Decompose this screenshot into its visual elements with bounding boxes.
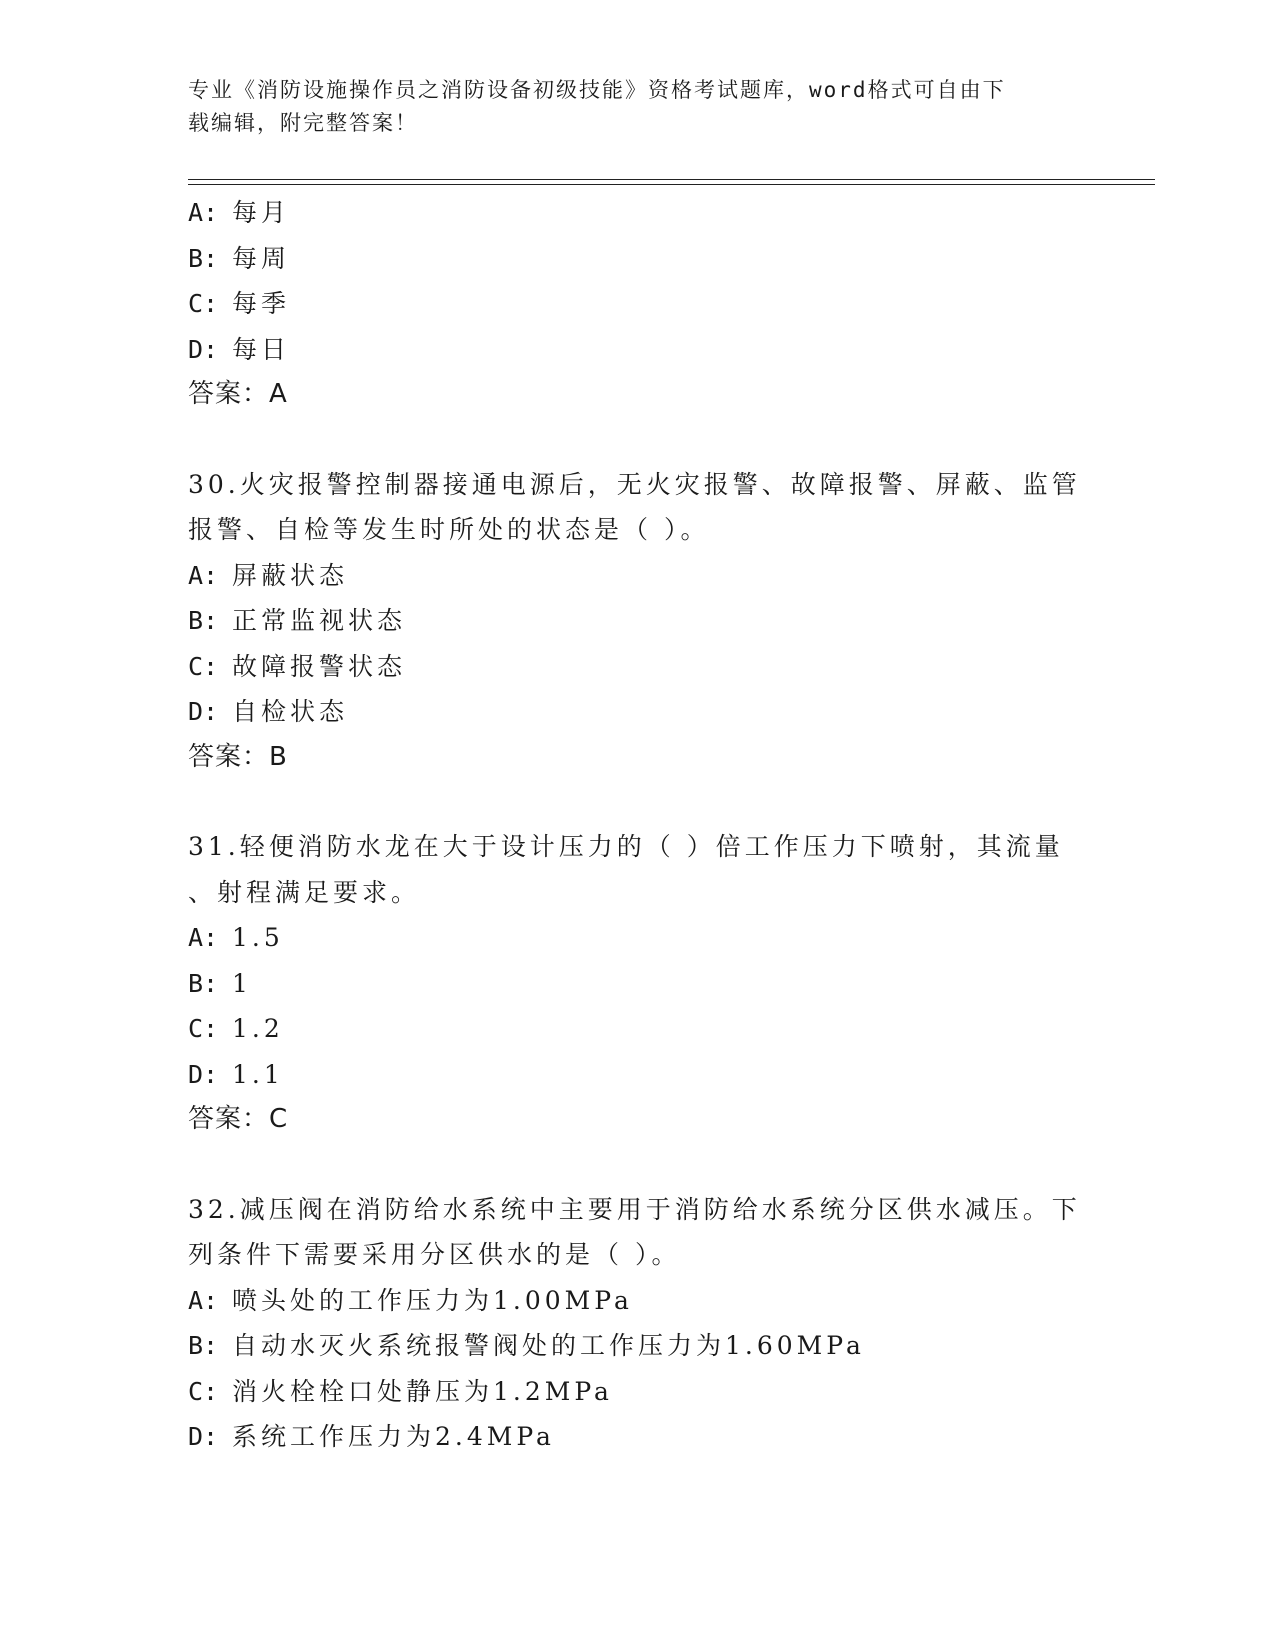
option-text: 1.1 [232,1059,284,1089]
option-text: 1 [232,968,252,998]
option-letter: A: [188,923,219,952]
option-letter: A: [188,1285,219,1315]
option-text: 正常监视状态 [232,606,407,635]
option-text: 故障报警状态 [232,651,407,681]
option-letter: D: [188,697,219,726]
option-b [188,598,1088,644]
spacer [188,1143,1088,1187]
question-32 [188,1187,1088,1460]
option-text: 每日 [232,334,291,364]
header-title-line-1: 专业《消防设施操作员之消防设备初级技能》资格考试题库，word格式可自由下 [188,78,1006,102]
answer-line: 答案：A [188,379,288,409]
option-b [188,236,1088,282]
question-stem-line-2: 、射程满足要求。 [188,877,421,907]
option-letter: B: [188,243,219,273]
option-text: 屏蔽状态 [232,560,349,590]
option-letter: B: [188,606,219,635]
option-letter: C: [188,1014,219,1043]
option-text: 每季 [232,289,291,318]
option-text: 1.5 [232,923,284,952]
option-letter: D: [188,1422,219,1451]
option-letter: A: [188,198,219,227]
header-divider-bottom [188,184,1155,185]
option-letter: D: [188,334,219,364]
option-d [188,1414,1088,1460]
document-header [188,74,1068,140]
spacer [188,780,1088,824]
question-29 [188,190,1088,418]
question-stem-line-2: 列条件下需要采用分区供水的是（ ）。 [188,1240,681,1269]
option-b [188,961,1088,1007]
question-stem-line-2: 报警、自检等发生时所处的状态是（ ）。 [188,515,710,544]
question-stem-line-1: 31.轻便消防水龙在大于设计压力的（ ）倍工作压力下喷射，其流量 [188,832,1064,861]
option-letter: B: [188,968,219,998]
option-text: 每周 [232,243,291,273]
option-letter: C: [188,1376,219,1406]
question-30 [188,462,1088,781]
question-stem-line-1: 30.火灾报警控制器接通电源后，无火灾报警、故障报警、屏蔽、监管 [188,469,1081,499]
option-letter: C: [188,651,219,681]
option-b [188,1323,1088,1369]
option-d [188,689,1088,735]
question-list [188,190,1088,1460]
option-text: 消火栓栓口处静压为1.2MPa [232,1376,613,1406]
option-a [188,1278,1088,1324]
option-c [188,644,1088,690]
option-c [188,1369,1088,1415]
option-letter: D: [188,1059,219,1089]
option-a [188,553,1088,599]
option-text: 系统工作压力为2.4MPa [232,1422,555,1451]
option-text: 每月 [232,198,291,227]
option-text: 自动水灭火系统报警阀处的工作压力为1.60MPa [232,1331,865,1360]
option-d [188,1052,1088,1098]
option-a [188,190,1088,236]
question-31 [188,824,1088,1143]
option-d [188,327,1088,373]
answer-line: 答案：B [188,741,288,772]
header-title-line-2: 载编辑，附完整答案！ [188,111,418,135]
option-a [188,915,1088,961]
option-letter: B: [188,1331,219,1360]
option-text: 喷头处的工作压力为1.00MPa [232,1285,633,1315]
option-letter: A: [188,560,219,590]
option-letter: C: [188,289,219,318]
option-text: 1.2 [232,1014,284,1043]
option-text: 自检状态 [232,697,349,726]
question-stem-line-1: 32.减压阀在消防给水系统中主要用于消防给水系统分区供水减压。下 [188,1194,1081,1224]
option-c [188,281,1088,327]
answer-line: 答案：C [188,1104,289,1134]
option-c [188,1006,1088,1052]
spacer [188,418,1088,462]
header-divider-top [188,179,1155,180]
